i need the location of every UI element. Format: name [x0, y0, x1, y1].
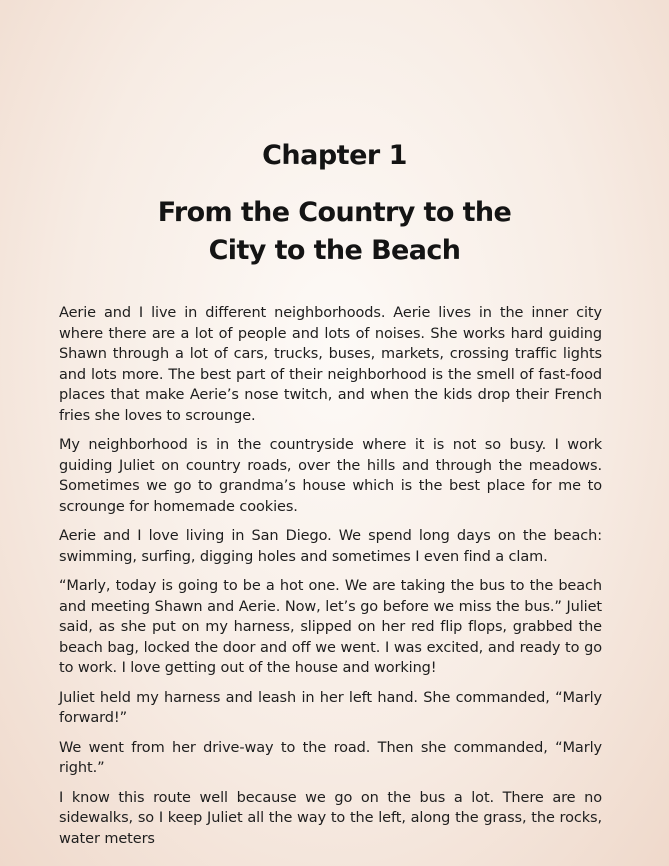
paragraph: I know this route well because we go on the bus a lot. There are no sidewalks, so I keep Juliet all the way to the left, along the grass, the rocks, water meters: [59, 789, 602, 847]
paragraph: Aerie and I live in different neighborhoods. Aerie lives in the inner city where there are a lot of people and lots of noises. She works hard guiding Shawn through a lot of cars, trucks, buses, markets, crossing traffic lights and lots more. The best part of their neighborhood is the smell of fast-food places that make Aerie’s nose twitch, and when the kids drop their French fries she loves to scrounge.: [59, 305, 602, 424]
chapter-title-line-1: From the Country to the: [157, 197, 512, 228]
chapter-number-heading: Chapter 1: [262, 140, 407, 171]
body-text: [59, 303, 602, 858]
paragraph: We went from her drive-way to the road. Then she commanded, “Marly right.”: [59, 739, 602, 776]
chapter-title-line-2: City to the Beach: [208, 235, 461, 266]
chapter-title: [0, 194, 669, 270]
paragraph: Aerie and I love living in San Diego. We spend long days on the beach: swimming, surfing, digging holes and sometimes I even find a clam.: [59, 528, 602, 565]
paragraph: My neighborhood is in the countryside where it is not so busy. I work guiding Juliet on country roads, over the hills and through the meadows. Sometimes we go to grandma’s house which is the best place for me to scrounge for homemade cookies.: [59, 437, 602, 515]
paragraph: Juliet held my harness and leash in her left hand. She commanded, “Marly forward!”: [59, 689, 602, 726]
paragraph: “Marly, today is going to be a hot one. We are taking the bus to the beach and meeting Shawn and Aerie. Now, let’s go before we miss the bus.” Juliet said, as she put on my harness, slipped on her red flip flops, grabbed the beach bag, locked the door and off we went. I was excited, and ready to go to work. I love getting out of the house and working!: [59, 578, 602, 676]
